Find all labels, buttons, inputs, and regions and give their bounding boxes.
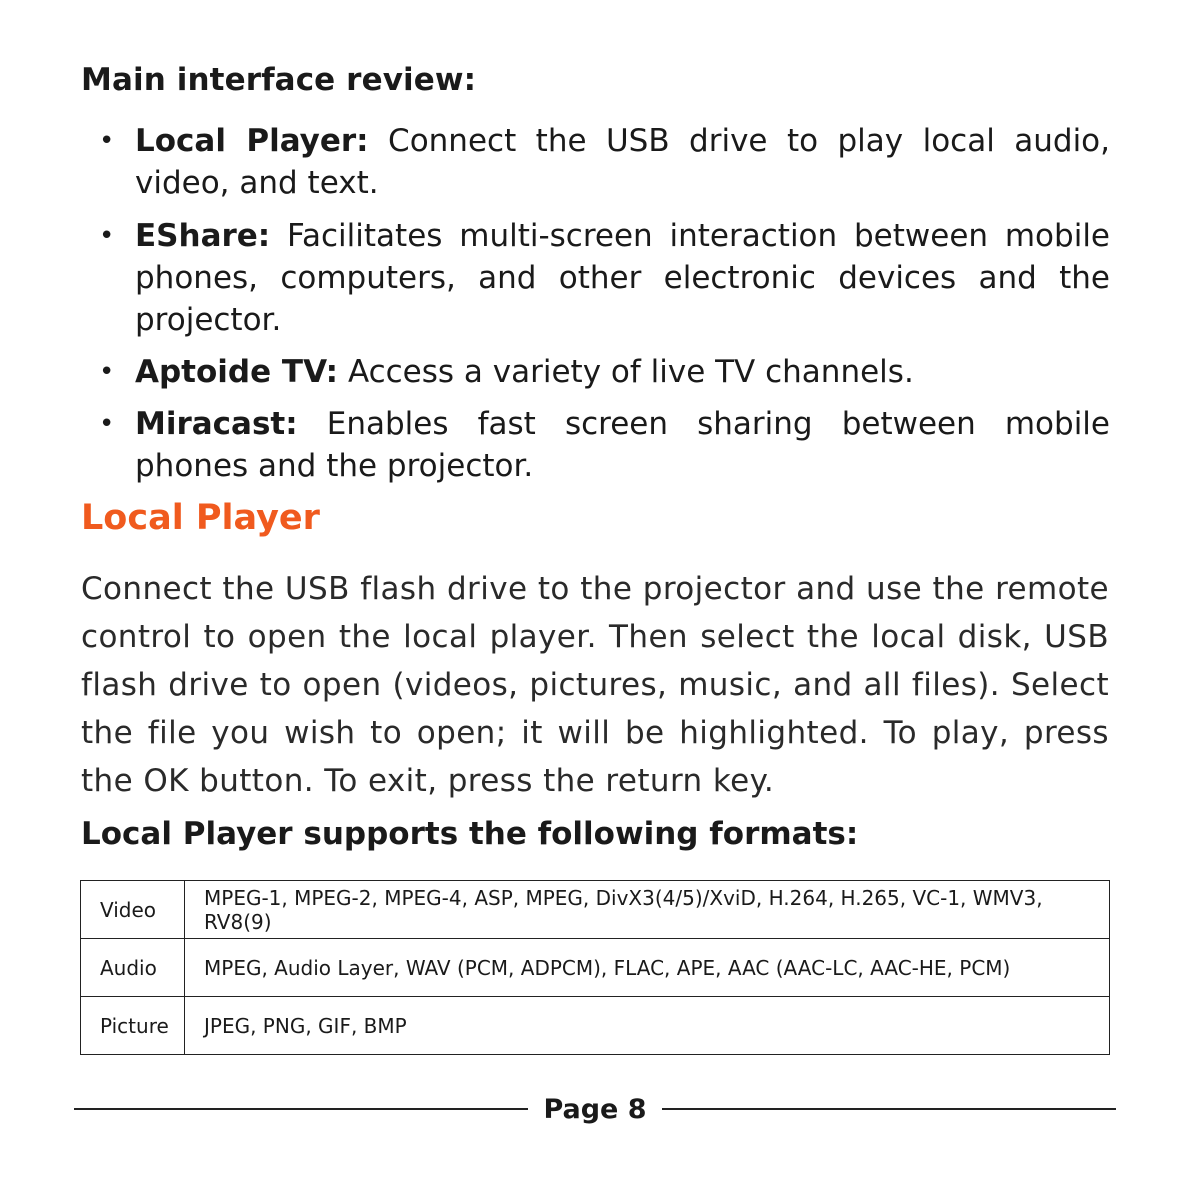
- table-row: [81, 997, 1110, 1055]
- format-type-cell: Video: [81, 881, 185, 939]
- item-name: Local Player:: [135, 123, 369, 159]
- list-item-aptoide-tv: [99, 351, 1110, 393]
- local-player-title: Local Player: [81, 498, 320, 538]
- bullet-icon: •: [99, 357, 115, 387]
- formats-table: [80, 880, 1110, 1055]
- item-text: Enables fast screen sharing between mobile phones and the projector.: [135, 406, 1110, 484]
- list-item-local-player: [99, 120, 1111, 204]
- table-row: [81, 939, 1110, 997]
- item-text: Facilitates multi-screen interaction between mobile phones, computers, and other electronic devices and the projector.: [135, 218, 1110, 338]
- table-row: [81, 881, 1110, 939]
- item-name: Miracast:: [135, 406, 298, 442]
- list-item-miracast: [99, 403, 1110, 487]
- format-list-cell: MPEG, Audio Layer, WAV (PCM, ADPCM), FLAC, APE, AAC (AAC-LC, AAC-HE, PCM): [185, 939, 1110, 997]
- format-type-cell: Picture: [81, 997, 185, 1055]
- footer-rule-left: [74, 1108, 528, 1110]
- bullet-icon: •: [99, 126, 115, 156]
- page-number: Page 8: [543, 1094, 647, 1125]
- item-name: EShare:: [135, 218, 271, 254]
- formats-heading: Local Player supports the following formats:: [81, 816, 859, 852]
- item-text: Connect the USB drive to play local audio, video, and text.: [135, 123, 1111, 201]
- item-name: Aptoide TV:: [135, 354, 339, 390]
- format-list-cell: MPEG-1, MPEG-2, MPEG-4, ASP, MPEG, DivX3(4/5)/XviD, H.264, H.265, VC-1, WMV3, RV8(9): [185, 881, 1110, 939]
- bullet-icon: •: [99, 409, 115, 439]
- bullet-icon: •: [99, 221, 115, 251]
- format-list-cell: JPEG, PNG, GIF, BMP: [185, 997, 1110, 1055]
- main-interface-heading: Main interface review:: [81, 62, 477, 98]
- item-text: Access a variety of live TV channels.: [347, 354, 914, 390]
- footer-rule-right: [662, 1108, 1116, 1110]
- list-item-eshare: [99, 215, 1110, 341]
- format-type-cell: Audio: [81, 939, 185, 997]
- local-player-paragraph: Connect the USB flash drive to the projector and use the remote control to open the local player. Then select the local disk, USB flash drive to open (videos, pictures, music, and all files). Select the file you wish to open; it will be highlighted. To play, press the OK button. To exit, press the return key.: [81, 571, 1109, 799]
